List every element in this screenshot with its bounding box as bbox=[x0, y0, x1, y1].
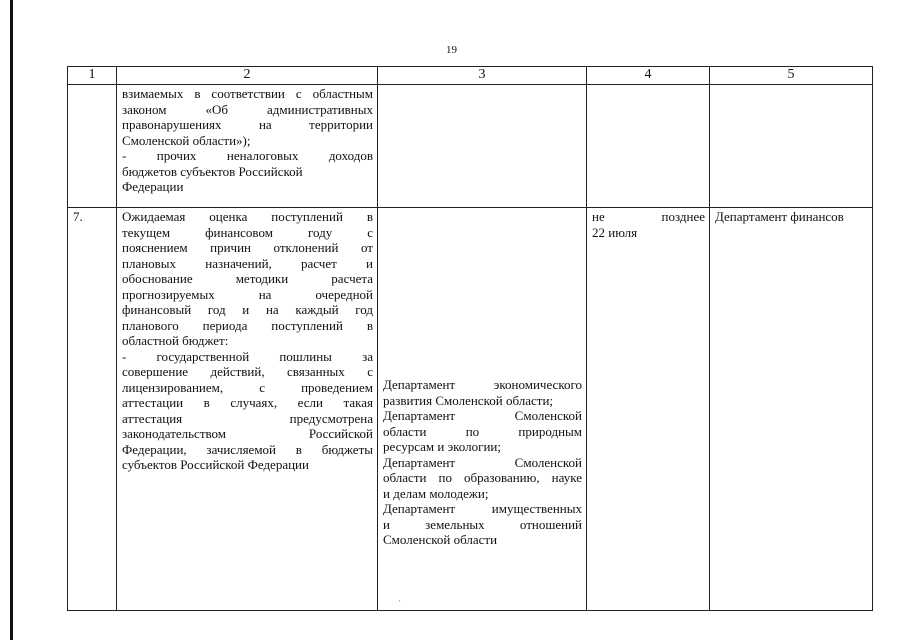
page-number: 19 bbox=[446, 44, 457, 56]
text-line: 22 июля bbox=[592, 224, 638, 240]
cell-department bbox=[710, 208, 873, 611]
cell-deadline bbox=[587, 85, 710, 208]
text-line: бюджетов субъектов Российской bbox=[122, 163, 303, 179]
text-line: Федерации, зачисляемой в бюджеты bbox=[122, 441, 373, 457]
row-number bbox=[68, 85, 117, 208]
text-line: - государственной пошлины за bbox=[122, 348, 373, 364]
text-line: лицензированием, с проведением bbox=[122, 379, 373, 395]
text-line: и земельных отношений bbox=[383, 516, 582, 532]
text-line: правонарушениях на территории bbox=[122, 117, 373, 132]
text-line: планового периода поступлений в bbox=[122, 317, 373, 333]
text-line: аттестации в случаях, если такая bbox=[122, 395, 373, 410]
text-line: Департамент финансов bbox=[715, 209, 844, 224]
text-line: и делам молодежи; bbox=[383, 485, 489, 501]
text-line: пояснением причин отклонений от bbox=[122, 240, 373, 255]
header-col-1: 1 bbox=[68, 67, 117, 85]
header-col-5: 5 bbox=[710, 67, 873, 85]
text-line: Департамент Смоленской bbox=[383, 408, 582, 423]
text-line: области по природным bbox=[383, 423, 582, 439]
table-row bbox=[68, 208, 873, 611]
header-col-4: 4 bbox=[587, 67, 710, 85]
text-line: Департамент Смоленской bbox=[383, 454, 582, 470]
text-line: развития Смоленской области; bbox=[383, 392, 554, 408]
text-line: обоснование методики расчета bbox=[122, 271, 373, 286]
header-col-3: 3 bbox=[378, 67, 587, 85]
text-line: Ожидаемая оценка поступлений в bbox=[122, 209, 373, 224]
text-line: Федерации bbox=[122, 179, 184, 194]
text-line: законом «Об административных bbox=[122, 101, 373, 117]
text-line: финансовый год и на каждый год bbox=[122, 302, 373, 317]
cell-description bbox=[117, 208, 378, 611]
text-line: субъектов Российской Федерации bbox=[122, 457, 309, 472]
text-line: ресурсам и экологии; bbox=[383, 439, 501, 454]
text-line: - прочих неналоговых доходов bbox=[122, 148, 373, 163]
text-line: Смоленской области bbox=[383, 532, 498, 547]
cell-responsible bbox=[378, 85, 587, 208]
text-line: Смоленской области»); bbox=[122, 132, 251, 148]
text-line: областной бюджет: bbox=[122, 333, 229, 348]
text-line: плановых назначений, расчет и bbox=[122, 255, 373, 271]
cell-description bbox=[117, 85, 378, 208]
table-row bbox=[68, 85, 873, 208]
text-line: совершение действий, связанных с bbox=[122, 364, 373, 379]
text-line: законодательством Российской bbox=[122, 426, 373, 441]
row-number: 7. bbox=[68, 208, 117, 611]
text-line: взимаемых в соответствии с областным bbox=[122, 86, 373, 101]
document-table bbox=[67, 66, 873, 611]
text-line: Департамент имущественных bbox=[383, 501, 582, 516]
cell-department bbox=[710, 85, 873, 208]
text-line: не позднее bbox=[592, 209, 705, 224]
cell-deadline bbox=[587, 208, 710, 611]
header-row bbox=[68, 67, 873, 85]
text-line: области по образованию, науке bbox=[383, 470, 582, 485]
text-line: Департамент экономического bbox=[383, 377, 582, 392]
cell-responsible bbox=[378, 208, 587, 611]
text-line: текущем финансовом году с bbox=[122, 224, 373, 240]
scan-margin-bar bbox=[10, 0, 13, 640]
scan-speck: · bbox=[398, 596, 401, 606]
text-line: аттестация предусмотрена bbox=[122, 410, 373, 426]
header-col-2: 2 bbox=[117, 67, 378, 85]
text-line: прогнозируемых на очередной bbox=[122, 286, 373, 302]
